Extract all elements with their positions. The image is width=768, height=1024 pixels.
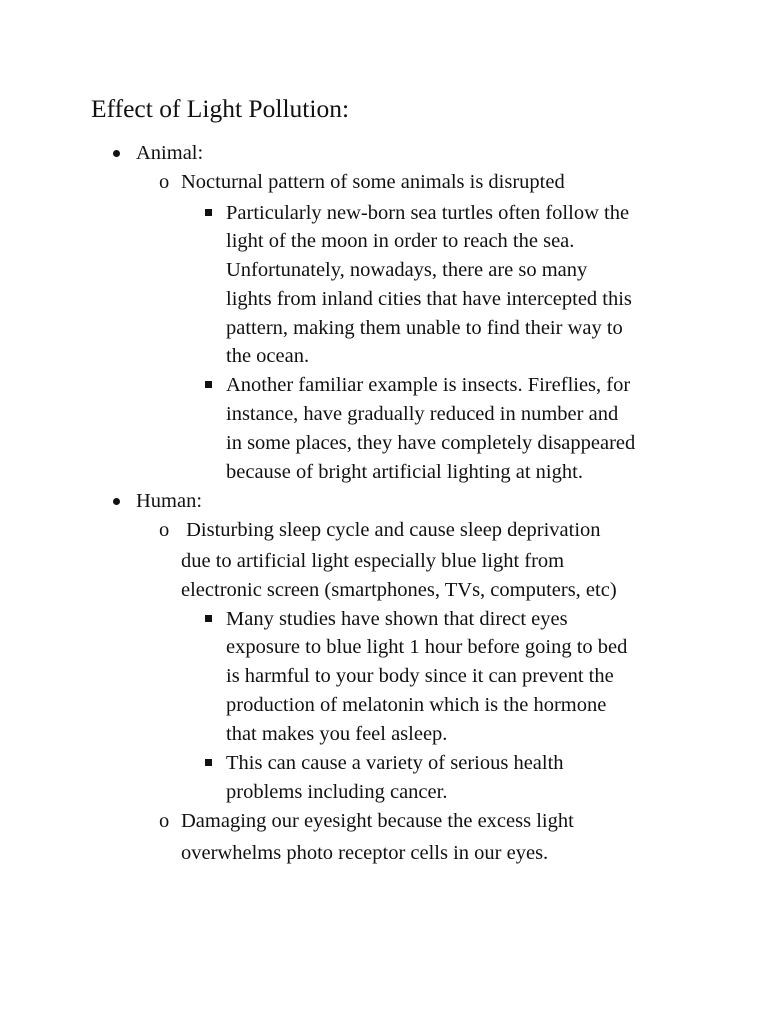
detail-line: pattern, making them unable to find their way to <box>226 317 623 339</box>
square-bullet <box>205 615 212 622</box>
disc-bullet <box>113 150 120 157</box>
detail-line: Another familiar example is insects. Fireflies, for <box>226 374 631 396</box>
detail-line: instance, have gradually reduced in number and <box>226 403 619 425</box>
square-bullet <box>205 209 212 216</box>
section-heading-animal: Animal: <box>136 142 204 164</box>
circle-bullet: o <box>159 171 170 193</box>
point-line: Damaging our eyesight because the excess light <box>181 810 574 832</box>
detail-line: light of the moon in order to reach the sea. <box>226 230 575 252</box>
detail-line: problems including cancer. <box>226 781 448 803</box>
detail-line: Particularly new-born sea turtles often follow the <box>226 202 630 224</box>
square-bullet <box>205 759 212 766</box>
square-bullet <box>205 381 212 388</box>
section-heading-human: Human: <box>136 490 203 512</box>
circle-bullet: o <box>159 519 170 541</box>
point-line: due to artificial light especially blue light from <box>181 550 565 572</box>
detail-line: production of melatonin which is the hormone <box>226 694 607 716</box>
point-line: Disturbing sleep cycle and cause sleep deprivation <box>181 519 601 541</box>
point-line: Nocturnal pattern of some animals is disrupted <box>181 171 565 193</box>
detail-line: Many studies have shown that direct eyes <box>226 608 568 630</box>
detail-line: Unfortunately, nowadays, there are so many <box>226 259 588 281</box>
detail-line: the ocean. <box>226 345 310 367</box>
detail-line: is harmful to your body since it can prevent the <box>226 665 614 687</box>
detail-line: This can cause a variety of serious health <box>226 752 564 774</box>
detail-line: lights from inland cities that have intercepted this <box>226 288 632 310</box>
detail-line: because of bright artificial lighting at night. <box>226 461 583 483</box>
circle-bullet: o <box>159 810 170 832</box>
detail-line: exposure to blue light 1 hour before going to bed <box>226 636 628 658</box>
detail-line: in some places, they have completely disappeared <box>226 432 636 454</box>
point-line: overwhelms photo receptor cells in our eyes. <box>181 842 549 864</box>
detail-line: that makes you feel asleep. <box>226 723 448 745</box>
disc-bullet <box>113 498 120 505</box>
document-title: Effect of Light Pollution: <box>91 94 350 123</box>
point-line: electronic screen (smartphones, TVs, computers, etc) <box>181 579 617 601</box>
